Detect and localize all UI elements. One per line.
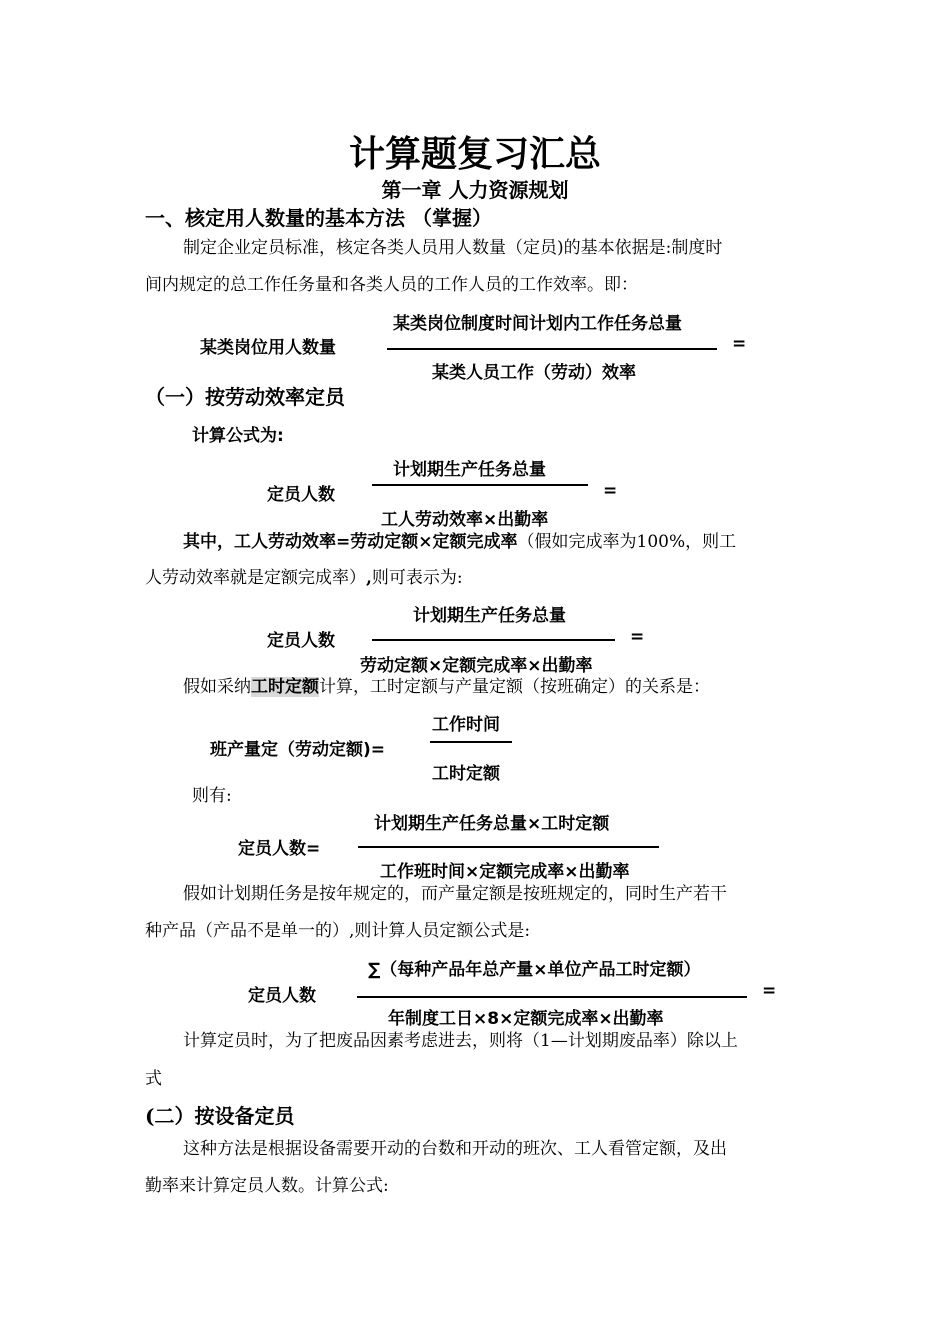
formula-5-lhs: 定员人数 [248,986,316,1006]
sub2-heading: (二）按设备定员 [145,1104,295,1128]
section1-para-line1: 制定企业定员标准，核定各类人员用人数量（定员)的基本依据是:制度时 [183,238,723,258]
formula-3-fraction-bar [430,741,512,743]
formula-1-lhs: 定员人数 [267,485,335,505]
formula-1-fraction-bar [372,484,588,486]
formula-0-equals: = [732,334,747,354]
formula-5-fraction-bar [357,996,747,998]
formula-3-numerator: 工作时间 [432,715,500,735]
formula-0-numerator: 某类岗位制度时间计划内工作任务总量 [393,314,682,334]
note-line2-c: 则可表示为: [371,568,463,588]
formula-0-lhs: 某类岗位用人数量 [200,338,336,358]
formula-3-denominator: 工时定额 [432,764,500,784]
formula-4-numerator: 计划期生产任务总量×工时定额 [374,814,610,834]
formula-4-lhs: 定员人数= [238,839,321,859]
hour-quota-line [183,675,710,699]
hour-quota-a: 假如采纳 [183,677,251,697]
multi-product-line1: 假如计划期任务是按年规定的，而产量定额是按班规定的，同时生产若干 [183,884,727,904]
then-line: 则有: [192,786,232,806]
formula-2-denominator: 劳动定额×定额完成率×出勤率 [360,656,593,676]
chapter-heading: 第一章 人力资源规划 [381,178,569,202]
formula-1-denominator: 工人劳动效率×出勤率 [381,510,549,530]
formula-1-equals: = [603,481,618,501]
formula-5-numerator: ∑（每种产品年总产量×单位产品工时定额） [368,960,701,980]
formula-2-equals: = [630,627,645,647]
section1-heading: 一、核定用人数量的基本方法 （掌握） [145,206,492,230]
section1-para-line2: 间内规定的总工作任务量和各类人员的工作人员的工作效率。即： [145,275,638,295]
hour-quota-highlight: 工时定额 [251,677,319,697]
formula-4-denominator: 工作班时间×定额完成率×出勤率 [380,862,630,882]
waste-line2: 式 [145,1069,162,1089]
note-rest: （假如完成率为100%，则工 [517,532,737,552]
sub2-para-line1: 这种方法是根据设备需要开动的台数和开动的班次、工人看管定额，及出 [183,1139,727,1159]
sub2-para-line2: 勤率来计算定员人数。计算公式: [145,1176,389,1196]
formula-2-lhs: 定员人数 [267,631,335,651]
formula-2-fraction-bar [372,639,615,641]
multi-product-line2: 种产品（产品不是单一的）,则计算人员定额公式是: [145,921,531,941]
note-line2-comma: , [366,568,372,588]
formula-5-equals: = [762,981,777,1001]
page-title: 计算题复习汇总 [348,133,601,175]
note-line1 [183,530,736,554]
note-line2 [145,566,463,590]
sub1-heading: （一）按劳动效率定员 [145,385,345,409]
formula-1-numerator: 计划期生产任务总量 [393,460,546,480]
formula-3-lhs: 班产量定（劳动定额)= [210,740,386,760]
note-line2-a: 人劳动效率就是定额完成率） [145,568,366,588]
hour-quota-b: 计算，工时定额与产量定额（按班确定）的关系是： [319,677,710,697]
note-bold: 其中，工人劳动效率=劳动定额×定额完成率 [183,532,518,552]
waste-line1: 计算定员时，为了把废品因素考虑进去，则将（1—计划期废品率）除以上 [183,1031,738,1051]
formula-0-denominator: 某类人员工作（劳动）效率 [432,363,636,383]
sub1-intro: 计算公式为: [192,426,284,446]
formula-0-fraction-bar [387,348,717,350]
formula-5-denominator: 年制度工日×8×定额完成率×出勤率 [388,1009,664,1029]
formula-2-numerator: 计划期生产任务总量 [413,606,566,626]
formula-4-fraction-bar [358,846,659,848]
